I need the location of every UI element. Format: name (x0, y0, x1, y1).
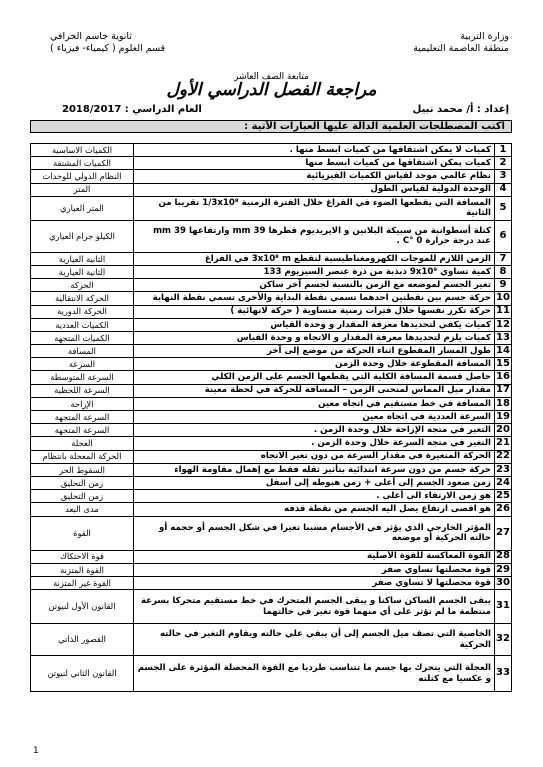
row-number: 8 (495, 265, 512, 278)
answer-cell: الحركة (31, 279, 134, 292)
statement-cell: طول المسار المقطوع اثناء الحركة من موضع إلى آخر (134, 345, 495, 358)
statement-cell: الوحدة الدولية لقياس الطول (134, 183, 495, 196)
row-number: 23 (496, 463, 510, 475)
table-row (31, 318, 512, 331)
row-number: 19 (496, 410, 510, 422)
answer-cell: القوة المتزنة (31, 563, 134, 576)
department-name: قسم العلوم ( كيمياء- فيزياء ) (50, 43, 166, 54)
school-year: العام الدراسي : 2018/2017 (62, 104, 202, 115)
row-number: 31 (495, 590, 512, 624)
statement-cell: زمن صعود الجسم إلى أعلى + زمن هبوطه إلى أسفل (134, 476, 495, 489)
statement-cell: التغير في متجه السرعة خلال وحدة الزمن . (134, 437, 495, 450)
row-number: 32 (495, 624, 512, 656)
table-row (31, 463, 512, 476)
answer-cell: الكميات الاساسية (31, 144, 134, 157)
row-number: 27 (495, 516, 512, 550)
row-number: 18 (496, 397, 510, 409)
row-number: 12 (496, 318, 510, 330)
answer-cell: السرعة المتوسطة (31, 371, 134, 384)
answer-cell: قوة الاحتكاك (31, 550, 134, 563)
table-row (31, 424, 512, 437)
table-row (31, 516, 512, 550)
statement-cell: كميات لا يمكن اشتقاقها من كميات ابسط منها . (134, 144, 495, 157)
answer-cell: الكميات المتجهة (31, 331, 134, 344)
row-number: 3 (495, 170, 512, 183)
row-number: 25 (496, 489, 510, 501)
statement-cell: حركة جسم بين نقطتين احدهما تسمي نقطة البداية والأخرى تسمي نقطة النهاية (134, 292, 495, 305)
answer-cell: العجلة (31, 437, 134, 450)
row-number: 30 (496, 576, 510, 588)
statement-cell: كتلة أسطوانية من سبيكة البلاتين و الايريديوم قطرها 39 mm وارتفاعها 39 mm عند درجة حرارة 0 °C . (134, 220, 495, 252)
row-number: 16 (496, 371, 510, 383)
answer-cell: المتر العياري (31, 196, 134, 220)
page-number: 1 (33, 746, 39, 756)
table-row (31, 411, 512, 424)
table-row (31, 305, 512, 318)
table-row (31, 144, 512, 157)
row-number: 24 (496, 476, 510, 488)
table-row (31, 397, 512, 410)
statement-cell: نظام عالمي موحد لقياس الكميات الفيزيائية (134, 170, 495, 183)
table-row (31, 624, 512, 656)
statement-cell: يبقى الجسم الساكن ساكنا و يبقى الجسم المتحرك في خط مستقيم متحركا بسرعة منتظمة ما لم تؤثر على أي منهما قوة تغير في حالتهما (134, 590, 495, 624)
ministry-header (413, 31, 509, 55)
answer-cell: الحركة الدورية (31, 305, 134, 318)
table-row (31, 331, 512, 344)
table-row (31, 345, 512, 358)
statement-cell: حركة جسم من دون سرعة ابتدائية بتأثير ثقله فقط مع إهمال مقاومة الهواء (134, 463, 495, 476)
statement-cell: قوة محصلتها لا تساوي صفر (134, 576, 495, 589)
row-number: 26 (496, 503, 510, 515)
table-row (31, 358, 512, 371)
statement-cell: المسافة المقطوعة خلال وحدة الزمن (134, 358, 495, 371)
row-number: 11 (496, 305, 510, 317)
row-number: 17 (496, 384, 510, 396)
table-row (31, 220, 512, 252)
statement-cell: الزمن اللازم للموجات الكهرومغناطيسية لتقطع 3x10⁸ m في الفراغ (134, 252, 495, 265)
table-row (31, 170, 512, 183)
row-number: 5 (495, 196, 512, 220)
instruction-banner: اكتب المصطلحات العلمية الدالة عليها العبارات الآتية : (30, 120, 512, 133)
row-number: 14 (496, 344, 510, 356)
prepared-by: إعداد : أ/ محمد نبيل (412, 104, 509, 115)
answer-cell: الثانية العيارية (31, 252, 134, 265)
statement-cell: العجلة التي يتحرك بها جسم ما تتناسب طرديا مع القوة المحصلة المؤثرة على الجسم و عكسيا مع كتلته (134, 656, 495, 692)
answer-cell: زمن التحليق (31, 476, 134, 489)
row-number: 15 (496, 358, 510, 370)
answer-cell: الإزاحة (31, 397, 134, 410)
statement-cell: كمية تساوي 9x10⁹ ذبذبة من ذرة عنصر السيزيوم 133 (134, 265, 495, 278)
table-row (31, 279, 512, 292)
table-row (31, 196, 512, 220)
table-row (31, 437, 512, 450)
statement-cell: كميات يمكن اشتقاقها من كميات ابسط منها (134, 157, 495, 170)
table-row (31, 252, 512, 265)
answer-cell: زمن التحليق (31, 490, 134, 503)
statement-cell: القوة المعاكسة للقوة الأصلية (134, 550, 495, 563)
statement-cell: المسافة التي يقطعها الضوء في الفراغ خلال الفترة الزمنية 1/3x10⁸ تقريبا من الثانية (134, 196, 495, 220)
answer-cell: السرعة المتجهة (31, 424, 134, 437)
answer-cell: السرعة (31, 358, 134, 371)
row-number: 28 (496, 550, 510, 562)
table-row (31, 563, 512, 576)
answer-cell: المسافة (31, 345, 134, 358)
statement-cell: السرعة العددية في اتجاه معين (134, 411, 495, 424)
answer-cell: الحركة الانتقالية (31, 292, 134, 305)
table-row (31, 292, 512, 305)
statement-cell: كميات يكفي لتحديدها معرفة المقدار و وحدة القياس (134, 318, 495, 331)
statement-cell: هو اقصى ارتفاع يصل اليه الجسم من نقطة قذفه (134, 503, 495, 516)
row-number: 7 (495, 252, 512, 265)
statement-cell: هو زمن الارتقاء الى أعلى . (134, 490, 495, 503)
row-number: 9 (495, 279, 512, 292)
row-number: 33 (495, 656, 512, 692)
answer-cell: القانون الثاني لنيوتن (31, 656, 134, 692)
district-name: منطقة العاصمة التعليمية (413, 43, 509, 54)
table-row (31, 371, 512, 384)
row-number: 22 (496, 450, 510, 462)
statement-cell: تغير الجسم لموضعه مع الزمن بالنسبة لجسم آخر ساكن (134, 279, 495, 292)
terms-table (30, 143, 512, 692)
page-title: مراجعة الفصل الدراسي الأول (166, 80, 377, 100)
answer-cell: النظام الدولي للوحدات (31, 170, 134, 183)
answer-cell: الكيلو جرام العياري (31, 220, 134, 252)
statement-cell: قوة محصلتها تساوي صفر (134, 563, 495, 576)
table-row (31, 450, 512, 463)
row-number: 10 (496, 292, 510, 304)
table-row (31, 157, 512, 170)
answer-cell: السرعة المتجهة (31, 411, 134, 424)
answer-cell: القوة (31, 516, 134, 550)
answer-cell: الكميات العددية (31, 318, 134, 331)
table-row (31, 576, 512, 589)
grade-subtitle: متابعة الصف العاشر (234, 72, 309, 82)
table-row (31, 476, 512, 489)
table-row (31, 590, 512, 624)
school-header (50, 31, 165, 55)
statement-cell: حاصل قسمة المسافة الكلية التي يقطعها الجسم على الزمن الكلي (134, 371, 495, 384)
row-number: 29 (496, 563, 510, 575)
row-number: 20 (496, 424, 510, 436)
statement-cell: الخاصية التي تصف ميل الجسم إلى أن يبقي علي حالته ويقاوم التغير في حالته الحركية (134, 624, 495, 656)
table-row (31, 503, 512, 516)
answer-cell: الثانية العيارية (31, 265, 134, 278)
answer-cell: القوة غير المتزنة (31, 576, 134, 589)
table-row (31, 490, 512, 503)
row-number: 13 (496, 331, 510, 343)
answer-cell: المتر (31, 183, 134, 196)
answer-cell: الحركة المعجلة بانتظام (31, 450, 134, 463)
school-name: ثانوية جاسم الخرافي (50, 31, 132, 42)
table-row (31, 384, 512, 397)
row-number: 6 (495, 220, 512, 252)
table-row (31, 265, 512, 278)
answer-cell: الكميات المشتقة (31, 157, 134, 170)
statement-cell: المسافة في خط مستقيم في اتجاه معين (134, 397, 495, 410)
statement-cell: التغير في متجه الإزاحة خلال وحدة الزمن . (134, 424, 495, 437)
row-number: 1 (495, 144, 512, 157)
statement-cell: مقدار ميل المماس لمنحنى الزمن – المسافة للحركة في لحظة معينة (134, 384, 495, 397)
statement-cell: كميات يلزم لتحديدها معرفة المقدار و الاتجاه و وحدة القياس (134, 331, 495, 344)
table-row (31, 656, 512, 692)
table-row (31, 550, 512, 563)
answer-cell: السقوط الحر (31, 463, 134, 476)
row-number: 4 (495, 183, 512, 196)
ministry-name: وزارة التربية (460, 31, 509, 42)
row-number: 21 (496, 437, 510, 449)
answer-cell: السرعة اللحظية (31, 384, 134, 397)
statement-cell: المؤثر الخارجي الذي يؤثر في الأجسام مسببا تغيرا في شكل الجسم أو حجمه أو حالته الحركية أو موضعه (134, 516, 495, 550)
row-number: 2 (495, 157, 512, 170)
statement-cell: حركة تكرر نفسها خلال فترات زمنية متساوية ( حركة لانهائية ) (134, 305, 495, 318)
answer-cell: القانون الأول لنيوتن (31, 590, 134, 624)
statement-cell: الحركة المتغيرة في مقدار السرعة من دون تغير الاتجاه (134, 450, 495, 463)
answer-cell: القصور الذاتي (31, 624, 134, 656)
table-row (31, 183, 512, 196)
answer-cell: مدى البعد (31, 503, 134, 516)
